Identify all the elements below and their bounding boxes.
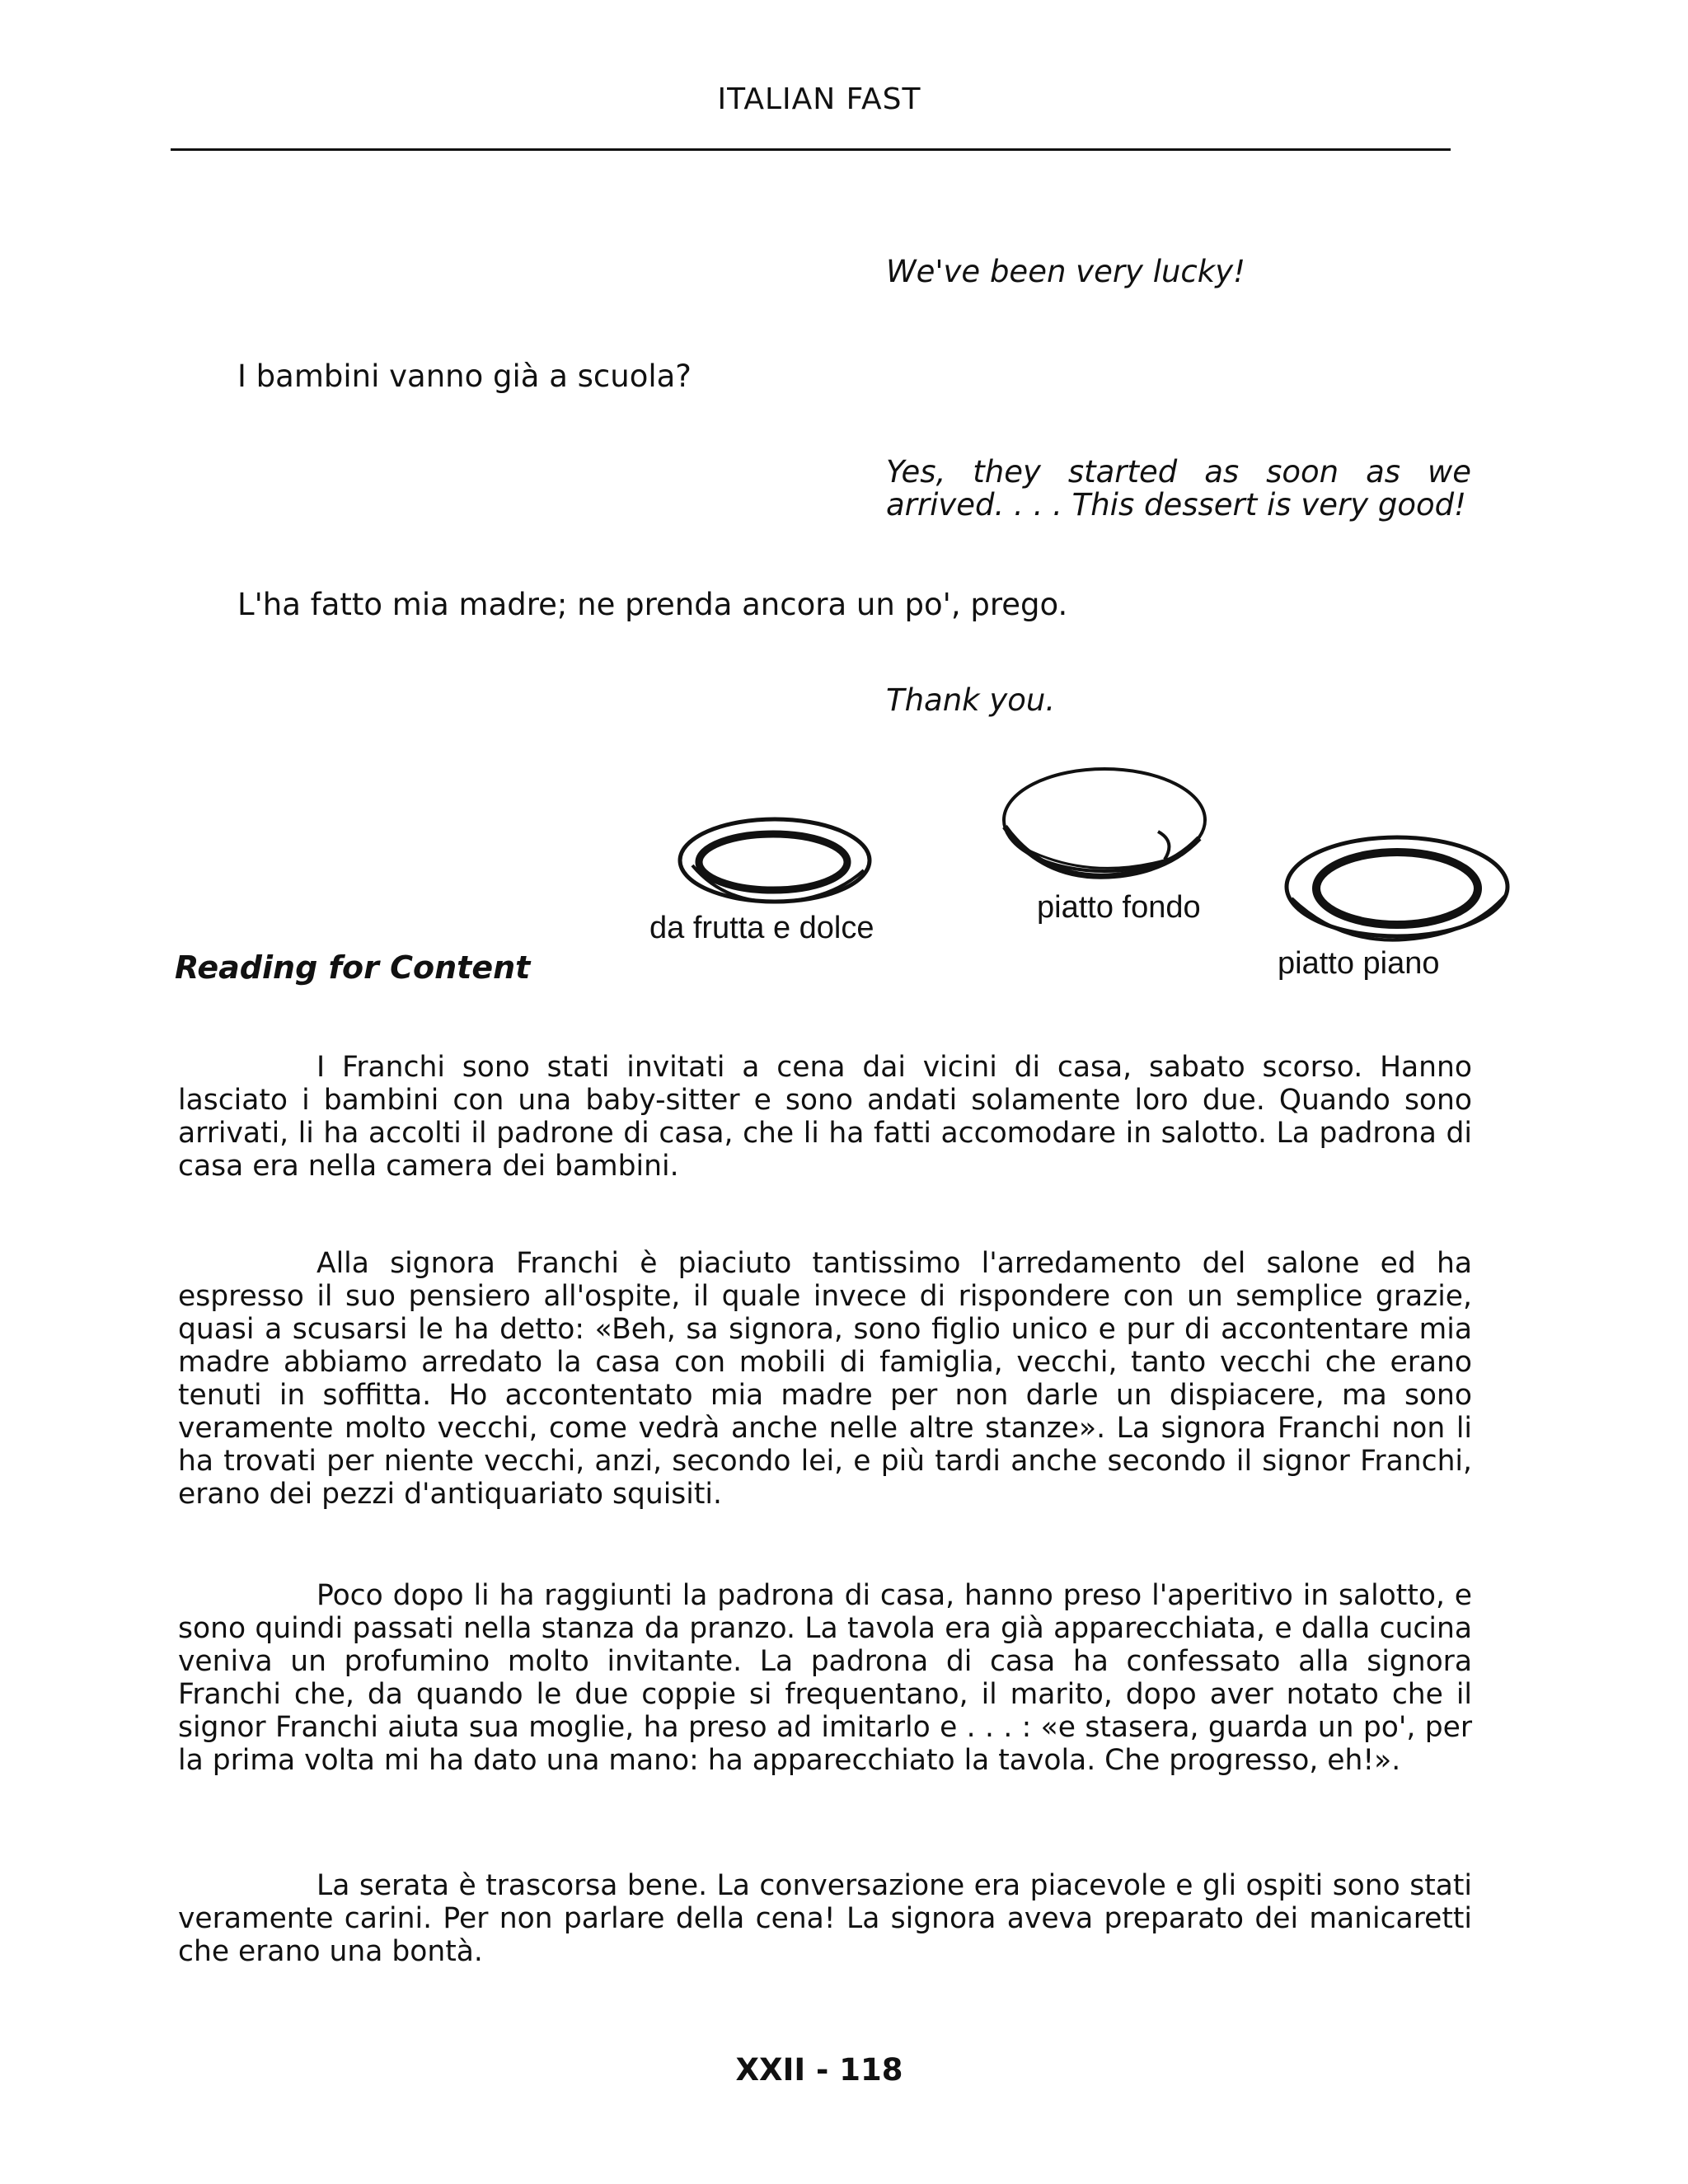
caption-deep-plate: piatto fondo bbox=[1037, 890, 1201, 925]
dialogue-line-2: I bambini vanno già a scuola? bbox=[237, 359, 692, 394]
paragraph-3: Poco dopo li ha raggiunti la padrona di casa, hanno preso l'aperitivo in salotto, e sono quindi passati nella stanza da pranzo. La tavola era già apparecchiata, e dalla cucina veniva un profumino molto invitante. La padrona di casa ha confessato alla signora Franchi che, da quando le due coppie si frequentano, il marito, dopo aver notato che il signor Franchi aiuta sua moglie, ha preso ad imitarlo e . . . : «e stasera, guarda un po', per la prima volta mi ha dato una mano: ha apparecchiato la tavola. Che progresso, eh!». bbox=[178, 1579, 1472, 1777]
dialogue-line-3: Yes, they started as soon as we arrived. . . . This dessert is very good! bbox=[886, 454, 1471, 523]
dialogue-line-4: L'ha fatto mia madre; ne prenda ancora un po', prego. bbox=[237, 587, 1068, 622]
section-heading: Reading for Content bbox=[175, 949, 531, 986]
plates-illustration bbox=[0, 0, 1688, 1005]
dialogue-line-5: Thank you. bbox=[886, 682, 1056, 718]
caption-fruit-plate: da frutta e dolce bbox=[649, 911, 874, 945]
deep-plate-icon bbox=[993, 762, 1216, 894]
page-header: ITALIAN FAST bbox=[717, 82, 921, 116]
dialogue-line-1: We've been very lucky! bbox=[886, 254, 1245, 289]
paragraph-1: I Franchi sono stati invitati a cena dai vicini di casa, sabato scorso. Hanno lasciato i bambini con una baby-sitter e sono andati solamente loro due. Quando sono arrivati, li ha accolti il padrone di casa, che li ha fatti accomodare in salotto. La padrona di casa era nella camera dei bambini. bbox=[178, 1051, 1472, 1183]
page-number: XXII - 118 bbox=[735, 2052, 903, 2088]
paragraph-2: Alla signora Franchi è piaciuto tantissimo l'arredamento del salone ed ha espresso il suo pensiero all'ospite, il quale invece di rispondere con un semplice grazie, quasi a scusarsi le ha detto: «Beh, sa signora, sono figlio unico e pur di accontentare mia madre abbiamo arredato la casa con mobili di famiglia, vecchi, tanto vecchi che erano tenuti in soffitta. Ho accontentato mia madre per non darle un dispiacere, ma sono veramente molto vecchi, come vedrà anche nelle altre stanze». La signora Franchi non li ha trovati per niente vecchi, anzi, secondo lei, e più tardi anche secondo il signor Franchi, erano dei pezzi d'antiquariato squisiti. bbox=[178, 1247, 1472, 1511]
caption-flat-plate: piatto piano bbox=[1278, 946, 1440, 981]
flat-plate-icon bbox=[1282, 832, 1512, 956]
paragraph-4: La serata è trascorsa bene. La conversazione era piacevole e gli ospiti sono stati veramente carini. Per non parlare della cena! La signora aveva preparato dei manicaretti che erano una bontà. bbox=[178, 1869, 1472, 1968]
